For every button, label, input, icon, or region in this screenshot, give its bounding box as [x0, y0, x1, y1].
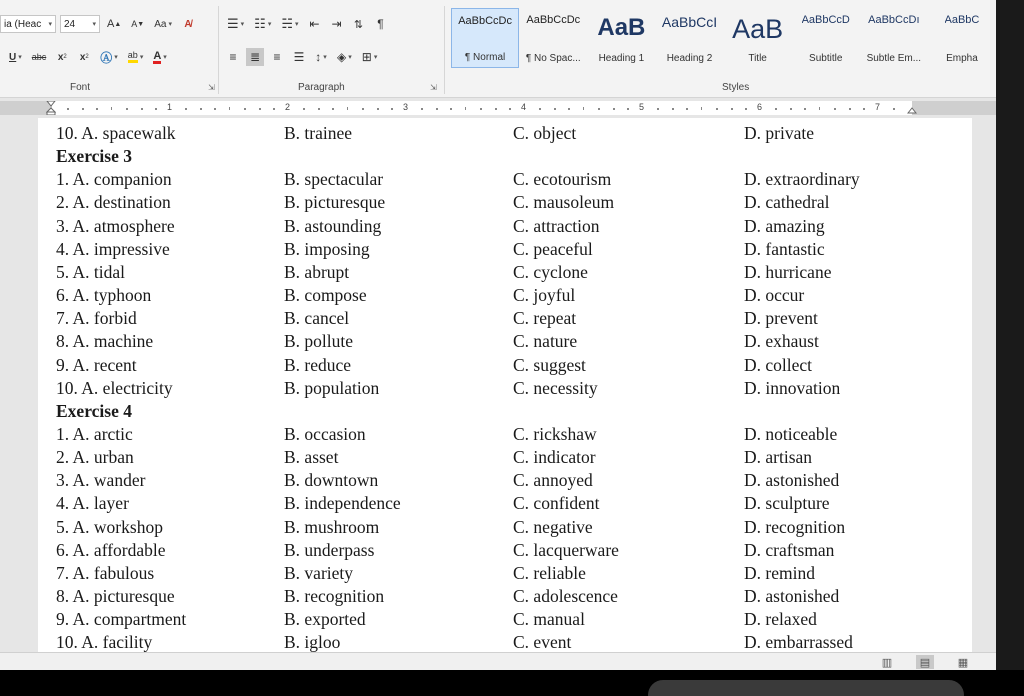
ruler-tick — [686, 108, 688, 110]
ruler-tick — [273, 108, 275, 110]
shrink-font-label: A — [131, 19, 138, 29]
ruler-tick — [509, 108, 511, 110]
left-indent-marker-icon[interactable] — [46, 101, 56, 115]
answer-option: 6. A. typhoon — [56, 285, 152, 306]
ruler-tick — [126, 108, 128, 110]
right-edge — [996, 0, 1024, 670]
read-mode-button[interactable] — [878, 655, 896, 669]
question-row — [56, 355, 956, 378]
style-name: Heading 2 — [666, 53, 713, 64]
answer-option: B. pollute — [284, 331, 354, 352]
answer-option: C. reliable — [513, 562, 586, 583]
ruler-bar — [0, 98, 996, 118]
ruler-number: 4 — [521, 102, 527, 112]
status-bar — [0, 652, 996, 670]
answer-option: C. suggest — [513, 354, 586, 375]
style-sample: AaBbCcDc — [526, 14, 581, 26]
ruler-tick — [141, 108, 143, 110]
answer-option: C. peaceful — [513, 238, 593, 259]
answer-option: B. independence — [284, 493, 401, 514]
shrink-font-button[interactable]: A ▼ — [131, 19, 145, 29]
question-row — [56, 586, 956, 609]
style-name: ¶ Normal — [464, 52, 506, 63]
taskbar-pill — [648, 680, 964, 696]
style-name: Heading 1 — [598, 53, 645, 64]
document-page[interactable] — [38, 118, 972, 652]
bullets-button[interactable] — [224, 15, 247, 33]
horizontal-ruler[interactable] — [0, 101, 996, 115]
ruler-tick — [214, 108, 216, 110]
ruler-tick — [244, 108, 246, 110]
answer-option: 3. A. wander — [56, 470, 146, 491]
ruler-tick — [672, 108, 674, 110]
change-case-button[interactable] — [151, 15, 175, 33]
question-row — [56, 424, 956, 447]
style-sample: AaBbC — [944, 14, 980, 26]
question-row — [56, 447, 956, 470]
answer-option: D. exhaust — [744, 331, 819, 352]
style-name: Empha — [946, 53, 978, 64]
answer-option: C. indicator — [513, 447, 596, 468]
ruler-tick — [701, 107, 702, 110]
document-area — [0, 118, 996, 652]
answer-option: 10. A. electricity — [56, 377, 173, 398]
ruler-tick — [539, 108, 541, 110]
align-left-button[interactable] — [224, 48, 242, 66]
answer-option: C. mausoleum — [513, 192, 615, 213]
answer-option: 8. A. machine — [56, 331, 154, 352]
style-item[interactable] — [792, 8, 860, 68]
answer-option: D. embarrassed — [744, 632, 853, 652]
style-name: ¶ No Spac... — [525, 53, 581, 64]
ruler-tick — [82, 108, 84, 110]
ruler-tick — [259, 108, 261, 110]
increase-indent-button[interactable] — [328, 15, 346, 33]
answer-option: C. adolescence — [513, 586, 618, 606]
answer-option: C. negative — [513, 516, 593, 537]
style-sample: AaBbCcDc — [458, 15, 512, 27]
font-color-button[interactable] — [150, 48, 169, 66]
font-name-combo[interactable]: ia (Heac ▾ — [0, 15, 56, 33]
ruler-tick — [332, 108, 334, 110]
answer-option: D. occur — [744, 285, 805, 306]
style-sample: AaB — [597, 14, 646, 41]
ruler-tick — [200, 108, 202, 110]
right-indent-marker-icon[interactable] — [907, 101, 917, 115]
numbering-icon: ☷ — [254, 16, 266, 31]
ruler-tick — [229, 107, 230, 110]
shading-icon: ◈ — [337, 50, 347, 64]
answer-option: C. necessity — [513, 377, 598, 398]
answer-option: B. reduce — [284, 354, 352, 375]
answer-option: B. spectacular — [284, 169, 384, 190]
strikethrough-button[interactable] — [29, 48, 50, 66]
ruler-tick — [819, 107, 820, 110]
ruler-tick — [67, 108, 69, 110]
question-row — [56, 563, 956, 586]
answer-option: C. joyful — [513, 285, 576, 306]
answer-option: 7. A. forbid — [56, 308, 137, 329]
ruler-tick — [362, 108, 364, 110]
question-row — [56, 609, 956, 632]
ruler-tick — [613, 108, 615, 110]
question-row — [56, 378, 956, 401]
question-row — [56, 331, 956, 354]
text-effects-icon: Ⓐ — [100, 50, 113, 65]
style-item[interactable] — [519, 8, 587, 68]
justify-icon: ☰ — [293, 50, 305, 64]
paragraph-row-1 — [224, 15, 390, 33]
answer-option: C. annoyed — [513, 470, 593, 491]
ruler-tick — [554, 108, 556, 110]
ruler-tick — [863, 108, 865, 110]
highlight-button[interactable] — [125, 48, 147, 66]
answer-option: B. underpass — [284, 539, 375, 560]
print-layout-button[interactable] — [916, 655, 934, 669]
ruler-tick — [583, 107, 584, 110]
styles-gallery — [451, 8, 996, 70]
exercise-heading: Exercise 4 — [56, 400, 132, 421]
ruler-number: 1 — [167, 102, 173, 112]
ruler-tick — [111, 107, 112, 110]
clear-formatting-icon: A̸ — [184, 18, 192, 30]
ruler-tick — [804, 108, 806, 110]
answer-option: C. manual — [513, 609, 585, 630]
answer-option: 6. A. affordable — [56, 539, 166, 560]
question-row — [56, 632, 956, 652]
ruler-tick — [598, 108, 600, 110]
ruler-tick — [775, 108, 777, 110]
answer-option: C. rickshaw — [513, 423, 597, 444]
answer-option: 4. A. layer — [56, 493, 129, 514]
ruler-number: 2 — [285, 102, 291, 112]
answer-option: C. lacquerware — [513, 539, 619, 560]
answer-option: 10. A. spacewalk — [56, 123, 176, 143]
font-dialog-launcher-icon[interactable]: ⇲ — [208, 83, 215, 92]
sort-button[interactable] — [350, 15, 368, 33]
justify-button[interactable] — [290, 48, 308, 66]
answer-option: D. recognition — [744, 516, 846, 537]
answer-option: B. population — [284, 377, 380, 398]
answer-option: B. astounding — [284, 215, 382, 236]
paragraph-group-label: Paragraph — [298, 82, 345, 93]
style-sample: AaBbCcD — [801, 14, 850, 26]
ruler-tick — [893, 108, 895, 110]
superscript-button[interactable]: x 2 — [79, 51, 89, 63]
answer-option: C. event — [513, 632, 572, 652]
clear-formatting-button[interactable] — [179, 15, 197, 33]
ruler-number: 7 — [875, 102, 881, 112]
answer-option: 5. A. tidal — [56, 261, 126, 282]
multilevel-list-button[interactable] — [278, 15, 301, 33]
answer-option: B. variety — [284, 562, 354, 583]
ruler-tick — [185, 108, 187, 110]
answer-option: B. recognition — [284, 586, 385, 606]
superscript-label: x — [79, 51, 86, 63]
style-name: Subtle Em... — [866, 53, 922, 64]
answer-option: D. artisan — [744, 447, 813, 468]
answer-option: 8. A. picturesque — [56, 586, 175, 606]
answer-option: 3. A. atmosphere — [56, 215, 175, 236]
ruler-tick — [465, 107, 466, 110]
answer-option: C. ecotourism — [513, 169, 612, 190]
paragraph-dialog-launcher-icon[interactable]: ⇲ — [430, 83, 437, 92]
style-item[interactable] — [655, 8, 723, 68]
ribbon — [0, 0, 996, 98]
font-group-label: Font — [70, 82, 91, 93]
bullets-icon: ☰ — [227, 16, 239, 31]
ruler-tick — [155, 108, 157, 110]
answer-option: B. exported — [284, 609, 366, 630]
font-name-value: ia (Heac — [4, 18, 42, 30]
shading-button[interactable] — [334, 48, 355, 66]
font-row-1 — [0, 15, 197, 33]
ruler-right-margin — [912, 101, 996, 115]
borders-button[interactable] — [359, 48, 381, 66]
style-name: Subtitle — [809, 53, 843, 64]
ruler-number: 5 — [639, 102, 645, 112]
ruler-tick — [377, 108, 379, 110]
answer-option: 9. A. recent — [56, 354, 137, 375]
ruler-tick — [627, 108, 629, 110]
answer-option: 7. A. fabulous — [56, 562, 155, 583]
question-row — [56, 216, 956, 239]
ruler-tick — [480, 108, 482, 110]
answer-option: C. nature — [513, 331, 578, 352]
ruler-tick — [318, 108, 320, 110]
grow-font-button[interactable]: A ▲ — [107, 18, 122, 30]
answer-option: D. noticeable — [744, 423, 838, 444]
ruler-number: 6 — [757, 102, 763, 112]
align-right-button[interactable] — [268, 48, 286, 66]
answer-option: C. object — [513, 123, 577, 143]
sort-icon: ⇅ — [353, 18, 364, 31]
answer-option: B. occasion — [284, 423, 366, 444]
line-spacing-icon: ↕ — [315, 50, 322, 64]
answer-option: B. asset — [284, 447, 339, 468]
underline-label: U — [9, 51, 17, 63]
answer-option: 2. A. urban — [56, 447, 134, 468]
multilevel-list-icon: ☵ — [281, 16, 293, 31]
style-sample: AaBbCcI — [661, 14, 718, 30]
ruler-tick — [834, 108, 836, 110]
style-item[interactable] — [724, 8, 792, 68]
font-size-combo[interactable]: 24 ▾ — [60, 15, 100, 33]
style-item[interactable] — [928, 8, 996, 68]
numbering-button[interactable] — [251, 15, 274, 33]
answer-option: D. extraordinary — [744, 169, 860, 190]
answer-option: C. cyclone — [513, 261, 588, 282]
font-size-value: 24 — [64, 18, 76, 30]
ruler-tick — [849, 108, 851, 110]
ruler-tick — [745, 108, 747, 110]
answer-option: 2. A. destination — [56, 192, 171, 213]
answer-option: B. mushroom — [284, 516, 380, 537]
answer-option: 4. A. impressive — [56, 238, 170, 259]
question-row — [56, 470, 956, 493]
answer-option: B. downtown — [284, 470, 379, 491]
highlight-icon: ab — [128, 51, 138, 63]
answer-option: 1. A. arctic — [56, 423, 133, 444]
answer-option: D. craftsman — [744, 539, 835, 560]
ruler-tick — [568, 108, 570, 110]
question-row — [56, 169, 956, 192]
answer-option: B. trainee — [284, 123, 353, 143]
question-row — [56, 239, 956, 262]
increase-indent-icon: ⇥ — [331, 17, 342, 31]
answer-option: B. picturesque — [284, 192, 386, 213]
answer-option: D. sculpture — [744, 493, 830, 514]
decrease-indent-icon: ⇤ — [309, 17, 320, 31]
answer-option: 9. A. compartment — [56, 609, 187, 630]
print-layout-icon: ▤ — [919, 656, 931, 669]
styles-group-label: Styles — [722, 82, 750, 93]
ruler-tick — [450, 108, 452, 110]
ruler-tick — [303, 108, 305, 110]
question-row — [56, 540, 956, 563]
ruler-tick — [716, 108, 718, 110]
question-row — [56, 192, 956, 215]
answer-option: D. remind — [744, 562, 815, 583]
answer-option: B. igloo — [284, 632, 341, 652]
read-mode-icon: ▥ — [881, 656, 893, 669]
ruler-tick — [96, 108, 98, 110]
answer-option: D. hurricane — [744, 261, 832, 282]
answer-option: C. attraction — [513, 215, 600, 236]
style-item[interactable] — [451, 8, 519, 68]
ruler-tick — [657, 108, 659, 110]
change-case-label: Aa — [154, 18, 167, 30]
answer-option: D. private — [744, 123, 814, 143]
line-spacing-button[interactable] — [312, 48, 330, 66]
style-sample: AaB — [732, 14, 784, 44]
font-color-icon: A — [153, 49, 162, 62]
text-effects-button[interactable] — [97, 48, 121, 66]
underline-button[interactable] — [6, 48, 25, 66]
align-center-icon: ≣ — [249, 50, 261, 64]
grow-font-label: A — [107, 18, 115, 30]
ruler-number: 3 — [403, 102, 409, 112]
strikethrough-label: abc — [31, 52, 47, 62]
question-row — [56, 308, 956, 331]
style-item[interactable] — [587, 8, 655, 68]
ruler-tick — [421, 108, 423, 110]
question-row — [56, 517, 956, 540]
answer-option: D. amazing — [744, 215, 825, 236]
exercise-heading: Exercise 3 — [56, 146, 132, 167]
ruler-tick — [347, 107, 348, 110]
answer-option: D. astonished — [744, 586, 840, 606]
answer-option: B. abrupt — [284, 261, 350, 282]
answer-option: B. imposing — [284, 238, 370, 259]
font-row-2 — [6, 48, 170, 66]
question-row — [56, 285, 956, 308]
subscript-button[interactable]: x 2 — [57, 51, 67, 63]
ruler-tick — [391, 108, 393, 110]
answer-option: 10. A. facility — [56, 632, 153, 652]
question-row — [56, 262, 956, 285]
question-row — [56, 493, 956, 516]
borders-icon: ⊞ — [361, 50, 372, 64]
answer-option: D. innovation — [744, 377, 841, 398]
ruler-tick — [436, 108, 438, 110]
ruler-left-margin — [0, 101, 52, 115]
answer-option: D. relaxed — [744, 609, 817, 630]
answer-option: D. prevent — [744, 308, 818, 329]
answer-option: D. cathedral — [744, 192, 830, 213]
answer-option: B. cancel — [284, 308, 350, 329]
ribbon-separator — [444, 6, 445, 94]
ruler-tick — [731, 108, 733, 110]
style-sample: AaBbCcDı — [868, 14, 920, 26]
ruler-tick — [790, 108, 792, 110]
paragraph-row-2 — [224, 48, 380, 66]
answer-option: D. astonished — [744, 470, 840, 491]
question-row — [56, 123, 956, 146]
answer-option: B. compose — [284, 285, 367, 306]
align-center-button[interactable] — [246, 48, 264, 66]
pilcrow-icon: ¶ — [377, 17, 384, 31]
align-left-icon: ≡ — [229, 50, 237, 64]
show-hide-button[interactable] — [372, 15, 390, 33]
answer-option: D. fantastic — [744, 238, 825, 259]
subscript-label: x — [57, 51, 64, 63]
web-layout-button[interactable] — [954, 655, 972, 669]
ribbon-separator — [218, 6, 219, 94]
align-right-icon: ≡ — [273, 50, 281, 64]
answer-option: C. confident — [513, 493, 600, 514]
style-item[interactable] — [860, 8, 928, 68]
style-name: Title — [748, 53, 767, 64]
ruler-tick — [495, 108, 497, 110]
web-layout-icon: ▦ — [957, 656, 969, 669]
answer-option: D. collect — [744, 354, 813, 375]
answer-option: C. repeat — [513, 308, 577, 329]
answer-option: 5. A. workshop — [56, 516, 163, 537]
answer-option: 1. A. companion — [56, 169, 172, 190]
decrease-indent-button[interactable] — [306, 15, 324, 33]
